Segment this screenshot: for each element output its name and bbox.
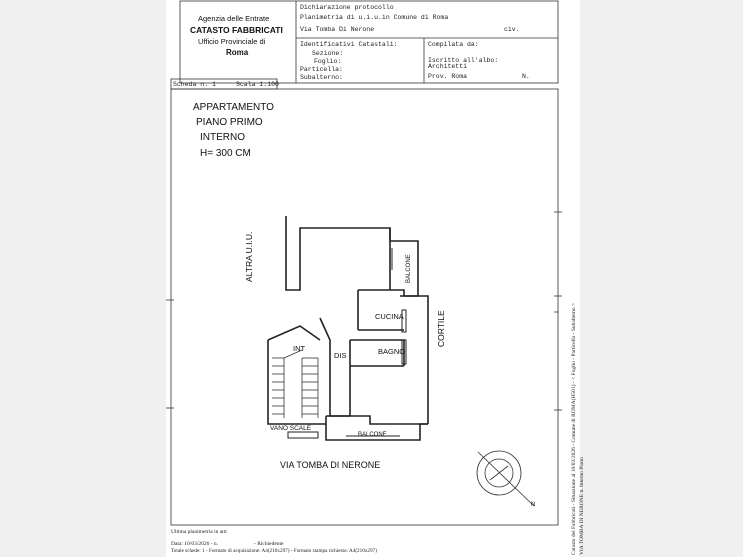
side-text-line1: Catasto dei Fabbricati - Situazione al 10/03/2026 - Comune di ROMA(H501) - < Foglio - Particella - Subalterno > [571, 302, 577, 555]
n-text: N. [522, 73, 530, 80]
balcone-side-label: BALCONE [406, 254, 412, 283]
particella-text: Particella: [300, 66, 343, 73]
planimetria-text: Planimetria di u.i.u.in Comune di Roma [300, 14, 449, 21]
wall-outline-top [286, 216, 390, 290]
plan-title-line3: INTERNO [200, 132, 245, 143]
via-text: Via Tomba Di Nerone [300, 26, 375, 33]
stairs [272, 350, 318, 418]
balcone-bottom-label: BALCONE [358, 432, 387, 438]
iscritto-text: Iscritto all'albo: [428, 57, 499, 64]
ultima-text: Ultima planimetria in atti [171, 529, 227, 535]
plan-title-line2: PIANO PRIMO [196, 117, 263, 128]
wall-right [358, 290, 428, 424]
subalterno-text: Subalterno: [300, 74, 343, 81]
dis-label: DIS [334, 351, 347, 360]
ufficio-city: Roma [226, 48, 249, 57]
wall-bottom [326, 416, 428, 424]
richiedente-text: - Richiedente [254, 541, 284, 547]
foglio-text: Foglio: [314, 58, 342, 65]
civ-text: civ. [504, 26, 520, 33]
plan-title-line4: H= 300 CM [200, 148, 251, 159]
catasto-title: CATASTO FABBRICATI [190, 25, 283, 35]
street-label: VIA TOMBA DI NERONE [280, 460, 381, 470]
wall-int-roof [268, 326, 320, 340]
cortile-label: CORTILE [436, 310, 446, 347]
data-text: Data: 10/03/2026 - n. [171, 541, 219, 547]
dichiarazione-text: Dichiarazione protocollo [300, 4, 394, 11]
cucina-label: CUCINA [375, 312, 404, 321]
north-label: N [531, 502, 536, 508]
bagno-label: BAGNO [378, 347, 406, 356]
door-vano [288, 432, 318, 438]
scheda-text: Scheda n. 1 [173, 81, 216, 88]
totale-text: Totale schede: 1 - Formato di acquisizione: A4(210x297) - Formato stampa richiesto: A4(210x297) [171, 548, 377, 554]
ufficio-label: Ufficio Provinciale di [198, 37, 266, 46]
north-arrow [477, 451, 534, 506]
int-label: INT [293, 344, 306, 353]
identificativi-text: Identificativi Catastali: [300, 41, 398, 48]
agency-name: Agenzia delle Entrate [198, 14, 270, 23]
altra-uiu-label: ALTRA U.I.U. [244, 231, 254, 282]
vano-scale-label: VANO SCALE [270, 425, 312, 432]
prov-text: Prov. Roma [428, 73, 468, 80]
plan-title-line1: APPARTAMENTO [193, 102, 274, 113]
wall-dis [320, 318, 350, 416]
sezione-text: Sezione: [312, 50, 344, 57]
compilata-text: Compilata da: [428, 41, 479, 48]
frame-ticks [166, 212, 562, 410]
side-text-line2: VIA TOMBA DI NERONE n. Interno Piano [579, 457, 585, 555]
scala-text: Scala 1:100 [236, 81, 279, 88]
balcone-side-outline [390, 241, 418, 296]
architetti-text: Architetti [428, 63, 468, 70]
